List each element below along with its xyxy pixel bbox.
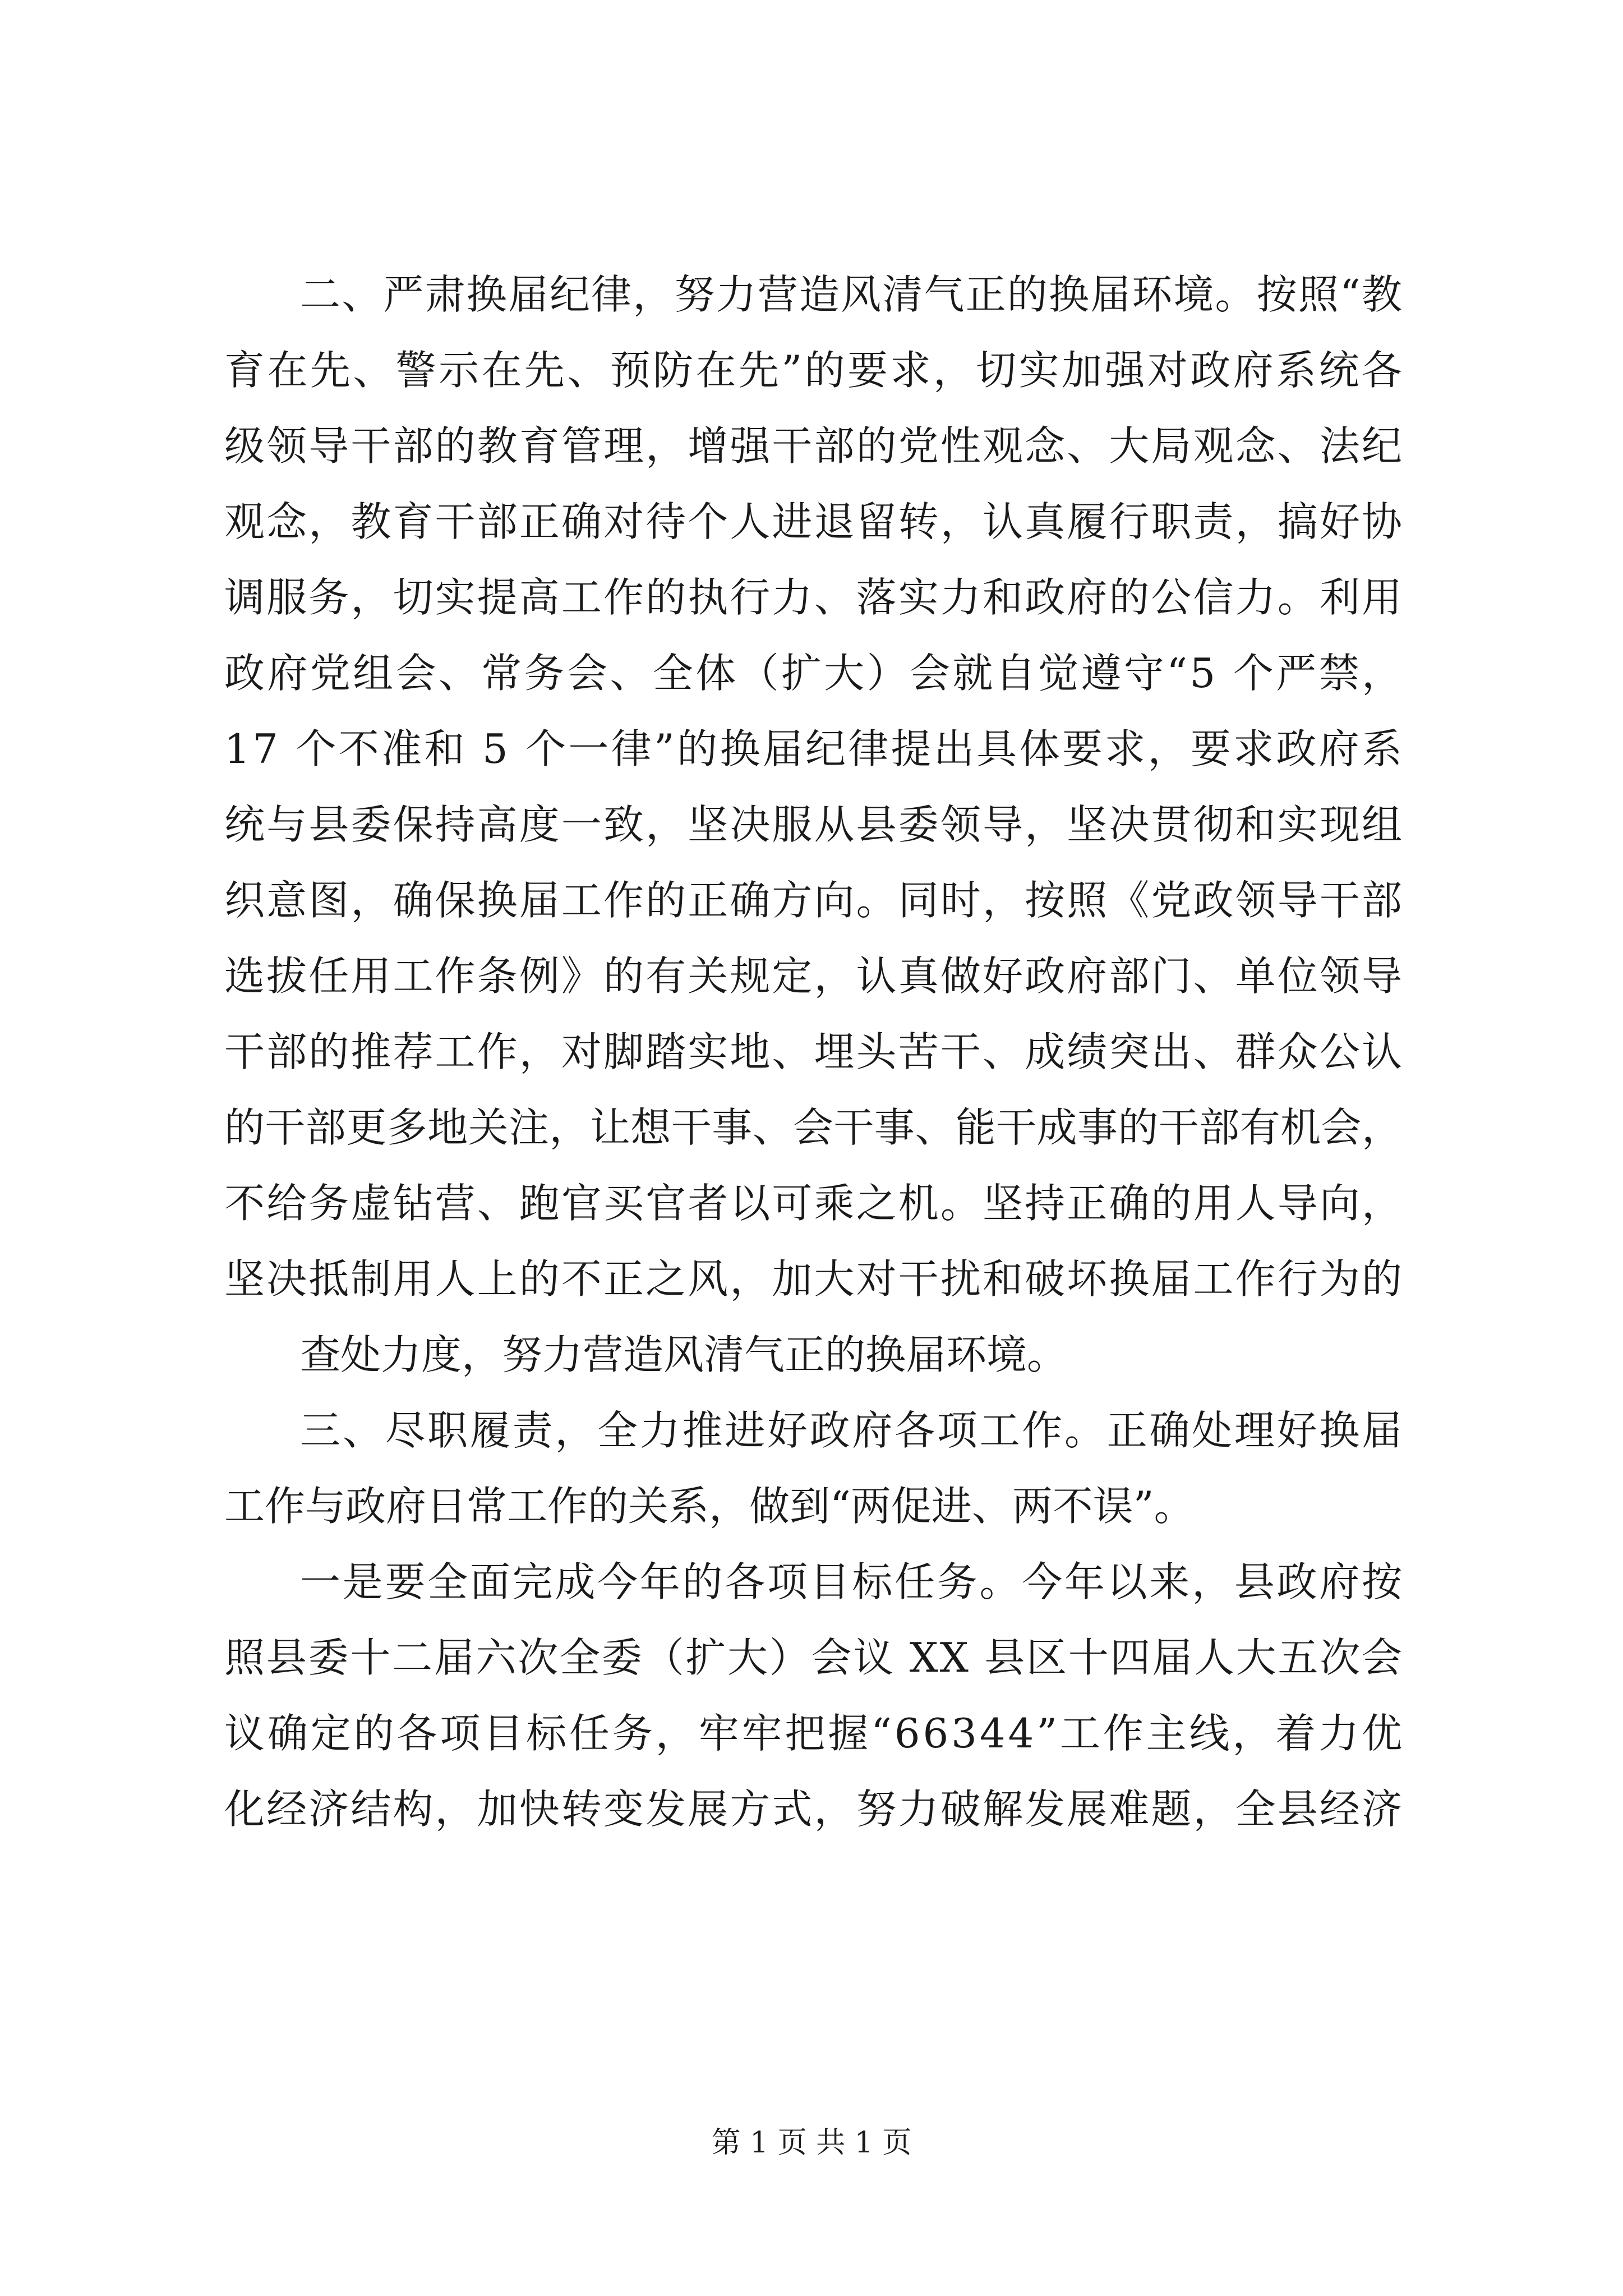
paragraph-line: 调服务，切实提高工作的执行力、落实力和政府的公信力。利用 (224, 574, 1404, 621)
paragraph-line: 三、尽职履责，全力推进好政府各项工作。正确处理好换届 (300, 1407, 1404, 1454)
paragraph-line: 议确定的各项目标任务，牢牢把握“66344”工作主线，着力优 (224, 1710, 1405, 1757)
paragraph-line: 级领导干部的教育管理，增强干部的党性观念、大局观念、法纪 (224, 422, 1404, 470)
paragraph-line: 坚决抵制用人上的不正之风，加大对干扰和破坏换届工作行为的 (224, 1255, 1404, 1303)
paragraph-line: 照县委十二届六次全委（扩大）会议 XX 县区十四届人大五次会 (224, 1634, 1404, 1681)
paragraph-line: 干部的推荐工作，对脚踏实地、埋头苦干、成绩突出、群众公认 (224, 1028, 1404, 1075)
paragraph-line: 二、严肃换届纪律，努力营造风清气正的换届环境。按照“教 (300, 271, 1404, 318)
paragraph-line: 查处力度，努力营造风清气正的换届环境。 (300, 1331, 1068, 1378)
paragraph-line: 观念，教育干部正确对待个人进退留转，认真履行职责，搞好协 (224, 498, 1404, 545)
paragraph-line: 化经济结构，加快转变发展方式，努力破解发展难题，全县经济 (224, 1786, 1404, 1833)
paragraph-line: 织意图，确保换届工作的正确方向。同时，按照《党政领导干部 (224, 877, 1404, 924)
paragraph-line: 17 个不准和 5 个一律”的换届纪律提出具体要求，要求政府系 (224, 725, 1405, 772)
paragraph-line: 育在先、警示在先、预防在先”的要求，切实加强对政府系统各 (224, 347, 1405, 394)
paragraph-line: 工作与政府日常工作的关系，做到“两促进、两不误”。 (224, 1483, 1195, 1530)
page-footer: 第 1 页 共 1 页 (711, 2126, 912, 2160)
paragraph-line: 不给务虚钻营、跑官买官者以可乘之机。坚持正确的用人导向， (224, 1180, 1404, 1227)
paragraph-line: 选拔任用工作条例》的有关规定，认真做好政府部门、单位领导 (224, 953, 1404, 1000)
paragraph-line: 的干部更多地关注，让想干事、会干事、能干成事的干部有机会， (224, 1104, 1403, 1151)
paragraph-line: 政府党组会、常务会、全体（扩大）会就自觉遵守“5 个严禁， (224, 650, 1405, 697)
paragraph-line: 一是要全面完成今年的各项目标任务。今年以来，县政府按 (300, 1558, 1404, 1605)
paragraph-line: 统与县委保持高度一致，坚决服从县委领导，坚决贯彻和实现组 (224, 801, 1404, 848)
